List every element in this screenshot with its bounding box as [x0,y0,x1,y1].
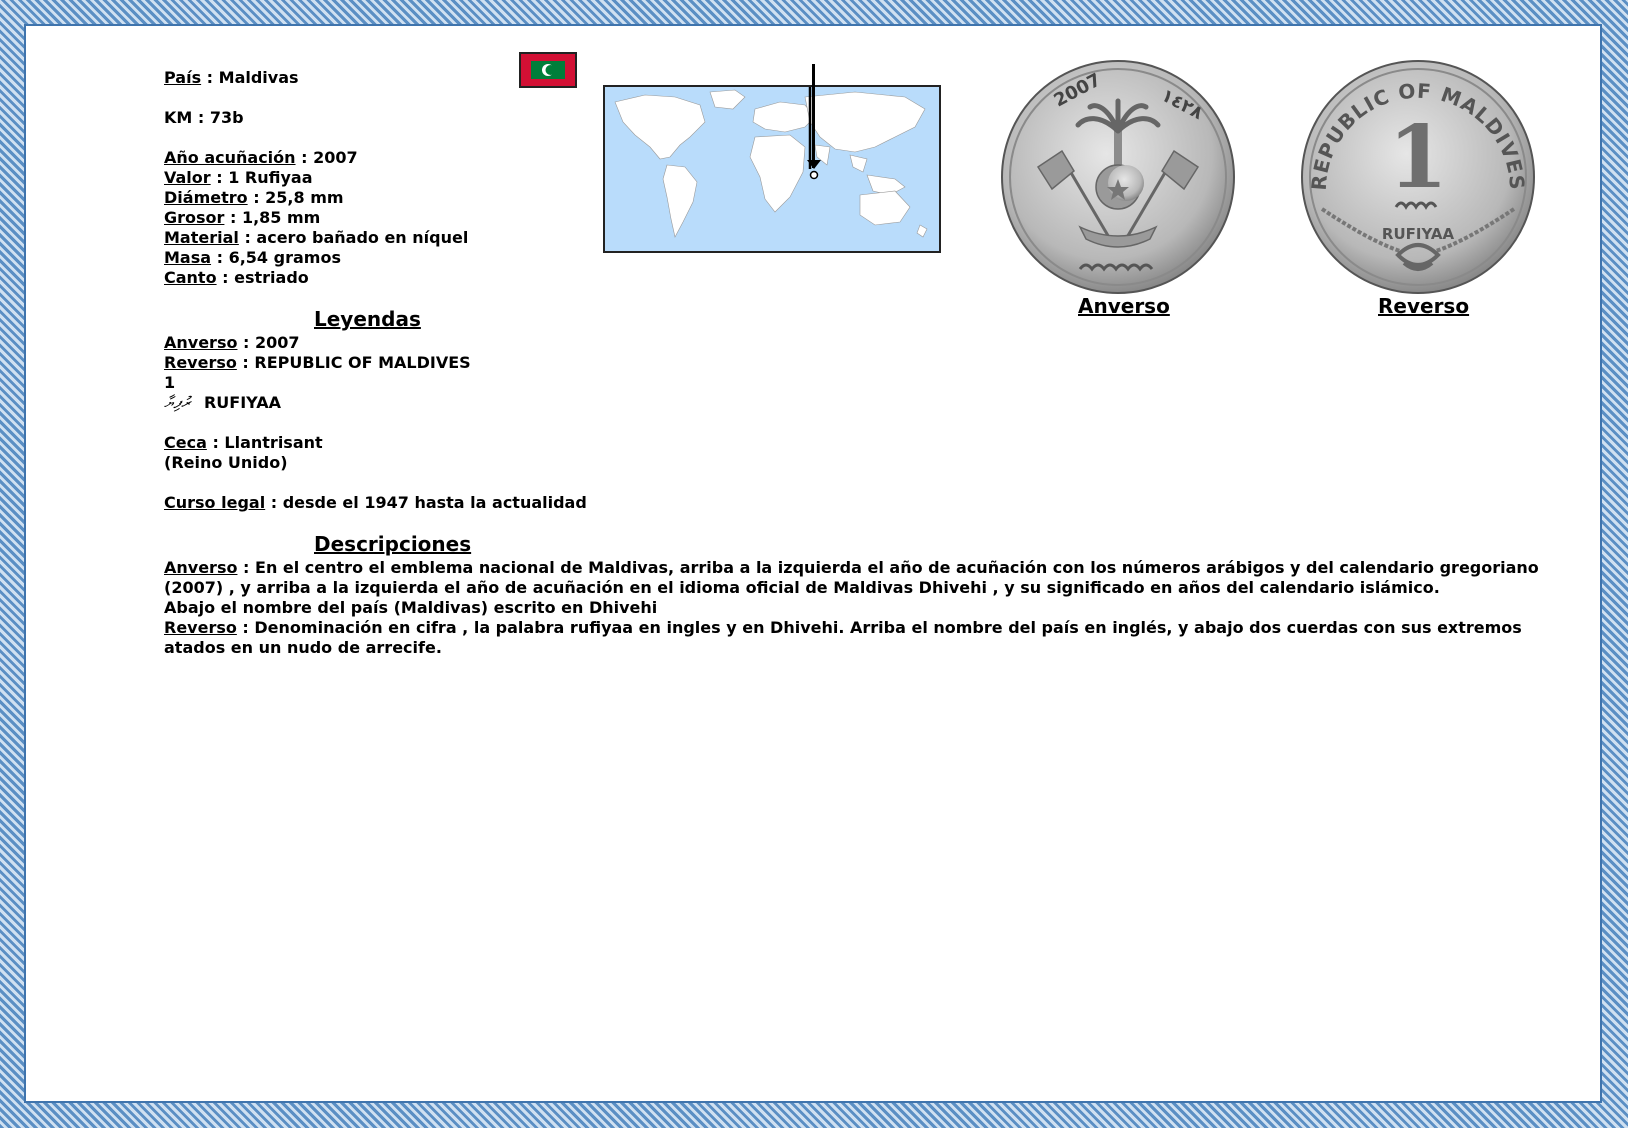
grosor-label: Grosor [164,208,225,227]
obverse-hijri-year: ١٤٢٨ [1157,84,1207,125]
ano-label: Año acuñación [164,148,296,167]
ceca-line2: (Reino Unido) [164,453,288,472]
descripcion-anverso-label: Anverso [164,558,238,577]
canto-label: Canto [164,268,217,287]
pais-row [164,68,299,88]
crescent-icon [531,61,565,79]
leyenda-reverso-line3 [164,393,281,413]
ano-row [164,148,358,168]
obverse-coin [1000,59,1236,295]
valor-value: : 1 Rufiyaa [210,168,313,187]
grosor-row [164,208,320,228]
reverse-unit: RUFIYAA [1381,225,1455,243]
ceca-label: Ceca [164,433,207,452]
valor-row [164,168,313,188]
descripcion-reverso-label: Reverso [164,618,237,637]
canto-value: : estriado [216,268,309,287]
descripcion-reverso-text: : Denominación en cifra , la palabra rufiyaa en ingles y en Dhivehi. Arriba el nombre del país en inglés, y abajo dos cuerdas con sus extremos atados en un nudo de arrecife. [164,618,1522,657]
diametro-value: : 25,8 mm [247,188,344,207]
material-label: Material [164,228,239,247]
reverse-label: Reverso [1378,294,1470,318]
leyenda-anverso-value: : 2007 [237,333,300,352]
diametro-label: Diámetro [164,188,248,207]
obverse-label: Anverso [1078,294,1170,318]
descripcion-anverso-text: : En el centro el emblema nacional de Maldivas, arriba a la izquierda el año de acuñación con los números arábigos y del calendario gregoriano (2007) , y arriba a la izquierda el año de acuñación en el idioma oficial de Maldivas Dhivehi , y su significado en años del calendario islámico. [164,558,1539,597]
pais-label: País [164,68,202,87]
masa-value: : 6,54 gramos [211,248,341,267]
rufiyaa-text: RUFIYAA [203,393,281,412]
descripcion-reverso [164,618,1564,658]
masa-label: Masa [164,248,212,267]
flag-green-panel [531,61,565,79]
curso-value: : desde el 1947 hasta la actualidad [265,493,587,512]
leyenda-reverso-line2: 1 [164,373,176,392]
leyenda-reverso-row [164,353,471,373]
ceca-value: : Llantrisant [206,433,323,452]
reverse-legend: REPUBLIC OF MALDIVES [1306,78,1530,192]
location-arrow-stem [812,64,815,168]
leyenda-anverso-label: Anverso [164,333,238,352]
reverse-value: 1 [1388,107,1448,208]
grosor-value: : 1,85 mm [224,208,321,227]
km-row: KM : 73b [164,108,244,127]
diametro-row [164,188,344,208]
world-map-drawing [605,87,939,251]
pais-value: : Maldivas [201,68,299,87]
leyenda-anverso-row [164,333,300,353]
leyendas-heading: Leyendas [314,307,421,331]
ceca-row [164,433,323,453]
curso-label: Curso legal [164,493,266,512]
curso-row [164,493,587,513]
ano-value: : 2007 [295,148,358,167]
valor-label: Valor [164,168,211,187]
material-row [164,228,468,248]
descripcion-anverso-line2: Abajo el nombre del país (Maldivas) escrito en Dhivehi [164,598,658,617]
descripciones-heading: Descripciones [314,532,472,556]
descripcion-anverso [164,558,1564,598]
reverse-coin [1300,59,1536,295]
obverse-year: 2007 [1050,69,1105,112]
leyenda-reverso-label: Reverso [164,353,237,372]
dhivehi-rufiyaa: ރުފިޔާ [164,393,190,412]
canto-row [164,268,309,288]
material-value: : acero bañado en níquel [238,228,469,247]
location-arrow-icon [804,160,824,182]
world-map [603,85,941,253]
leyenda-reverso-value: : REPUBLIC OF MALDIVES [236,353,471,372]
masa-row [164,248,341,268]
maldives-flag [519,52,577,88]
